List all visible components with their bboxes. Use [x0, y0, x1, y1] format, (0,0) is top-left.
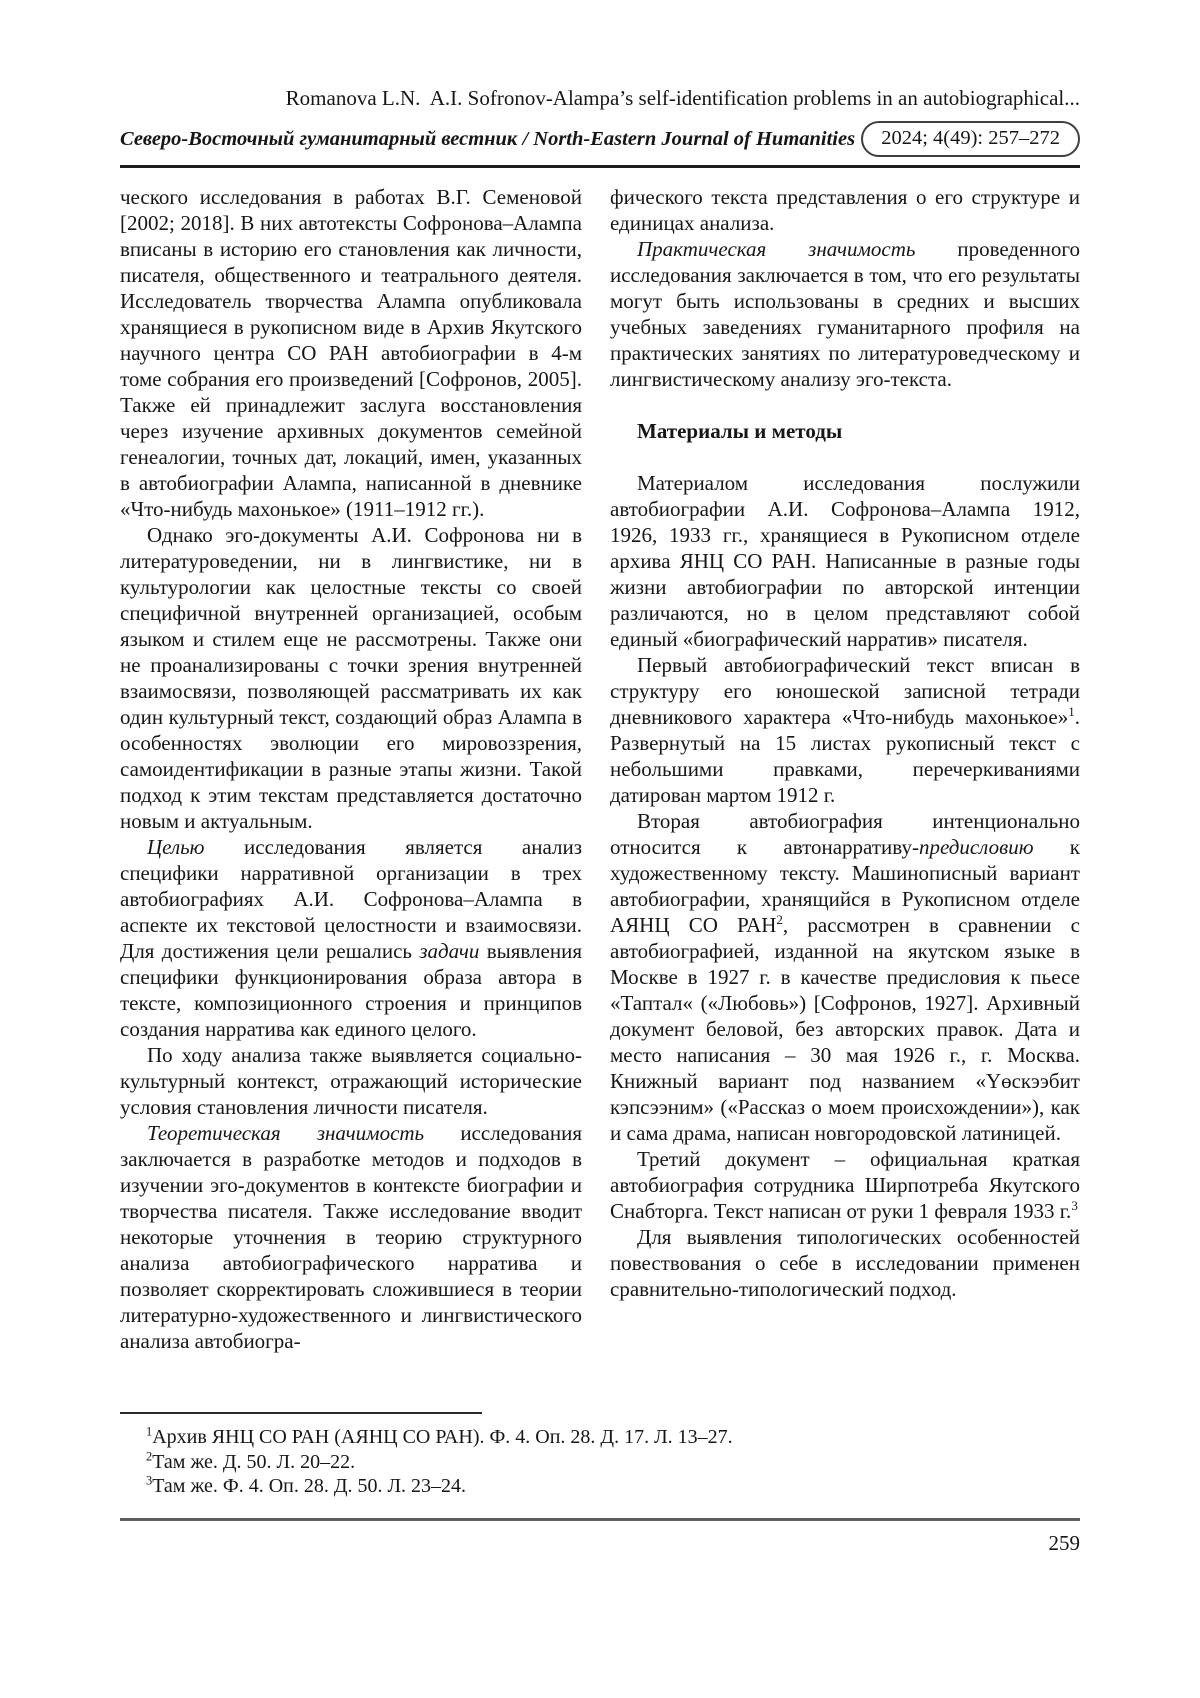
- page-header: [120, 86, 1080, 168]
- paragraph: Первый автобиографический текст вписан в структуру его юношеской записной тетради дневникового характера «Что-нибудь махонькое»$^1$. Развернутый на 15 листах рукописный текст с небольшими правками, перечеркиваниями датирован мартом 1912 г.: [610, 653, 1080, 807]
- paragraph: Материалом исследования послужили автобиографии А.И. Софронова–Алампа 1912, 1926, 1933 гг., хранящиеся в Рукописном отделе архива ЯНЦ СО РАН. Написанные в разные годы жизни автобиографии по авторской интенции различаются, но в целом представляют собой единый «биографический нарратив» писателя.: [610, 471, 1080, 651]
- footnote-rule: [120, 1412, 482, 1414]
- paragraph: По ходу анализа также выявляется социально-культурный контекст, отражающий исторические условия становления личности писателя.: [120, 1043, 582, 1119]
- journal-title: Северо-Восточный гуманитарный вестник / North-Eastern Journal of Humanities: [120, 127, 856, 150]
- running-title: Romanova L.N. A.I. Sofronov-Alampa’s self-identification problems in an autobiographical...: [285, 86, 1080, 110]
- left-column: [120, 184, 582, 1354]
- paragraph: фического текста представления о его структуре и единицах анализа.: [610, 185, 1080, 235]
- bottom-rule: [120, 1518, 1080, 1521]
- issue-badge: 2024; 4(49): 257–272: [861, 121, 1080, 158]
- footnotes-block: [120, 1412, 1080, 1499]
- header-rule: [120, 165, 1080, 168]
- page-footer: [120, 1518, 1080, 1556]
- journal-row: [120, 120, 1080, 158]
- paragraph: Для выявления типологических особенностей повествования о себе в исследовании применен сравнительно-типологический подход.: [610, 1225, 1080, 1301]
- footnote: $^3$Там же. Ф. 4. Оп. 28. Д. 50. Л. 23–24.: [146, 1473, 467, 1497]
- text-columns: [120, 184, 1080, 1354]
- section-heading: Материалы и методы: [637, 419, 843, 443]
- paragraph: ческого исследования в работах В.Г. Семеновой [2002; 2018]. В них автотексты Софронова–Алампа вписаны в историю его становления как личности, писателя, общественного и театрального деятеля. Исследователь творчества Алампа опубликовала хранящиеся в рукописном виде в Архив Якутского научного центра СО РАН автобиографии в 4-м томе собрания его произведений [Софронов, 2005]. Также ей принадлежит заслуга восстановления через изучение архивных документов семейной генеалогии, точных дат, локаций, имен, указанных в автобиографии Алампа, написанной в дневнике «Что-нибудь махонькое» (1911–1912 гг.).: [120, 185, 582, 521]
- paragraph: Теоретическая значимость исследования заключается в разработке методов и подходов в изучении эго-документов в контексте биографии и творчества писателя. Также исследование вводит некоторые уточнения в теорию структурного анализа автобиографического нарратива и позволяет скорректировать сложившиеся в теории литературно-художественного и лингвистического анализа автобиогра-: [120, 1121, 583, 1353]
- footnote: $^1$Архив ЯНЦ СО РАН (АЯНЦ СО РАН). Ф. 4. Оп. 28. Д. 17. Л. 13–27.: [146, 1424, 733, 1448]
- footnotes-list: [120, 1425, 1080, 1499]
- paragraph: Целью исследования является анализ специфики нарративной организации в трех автобиографиях А.И. Софронова–Алампа в аспекте их текстовой целостности и взаимосвязи. Для достижения цели решались задачи выявления специфики функционирования образа автора в тексте, композиционного строения и принципов создания нарратива как единого целого.: [120, 835, 582, 1041]
- right-column: [610, 184, 1080, 1354]
- paragraph: Однако эго-документы А.И. Софронова ни в литературоведении, ни в лингвистике, ни в культурологии как целостные тексты со своей специфичной внутренней организацией, особым языком и стилем еще не рассмотрены. Также они не проанализированы с точки зрения внутренней взаимосвязи, позволяющей рассматривать их как один культурный текст, создающий образ Алампа в особенностях эволюции его мировоззрения, самоидентификации в разные этапы жизни. Такой подход к этим текстам представляется достаточно новым и актуальным.: [120, 523, 582, 833]
- paragraph: Третий документ – официальная краткая автобиография сотрудника Ширпотреба Якутского Снабторга. Текст написан от руки 1 февраля 1933 г.$^3$: [610, 1147, 1080, 1223]
- paragraph: Вторая автобиография интенционально относится к автонарративу-предисловию к художественному тексту. Машинописный вариант автобиографии, хранящийся в Рукописном отделе АЯНЦ СО РАН$^2$, рассмотрен в сравнении с автобиографией, изданной на якутском языке в Москве в 1927 г. в качестве предисловия к пьесе «Таптал« («Любовь») [Софронов, 1927]. Архивный документ беловой, без авторских правок. Дата и место написания – 30 мая 1926 г., г. Москва. Книжный вариант под названием «Yөскээбит кэпсээним» («Рассказ о моем происхождении»), как и сама драма, написан новгородовской латиницей.: [610, 809, 1080, 1145]
- paragraph: Практическая значимость проведенного исследования заключается в том, что его результаты могут быть использованы в средних и высших учебных заведениях гуманитарного профиля на практических занятиях по литературоведческому и лингвистическому анализу эго-текста.: [610, 237, 1080, 391]
- page-number: 259: [1048, 1531, 1080, 1555]
- footnote: $^2$Там же. Д. 50. Л. 20–22.: [146, 1448, 356, 1473]
